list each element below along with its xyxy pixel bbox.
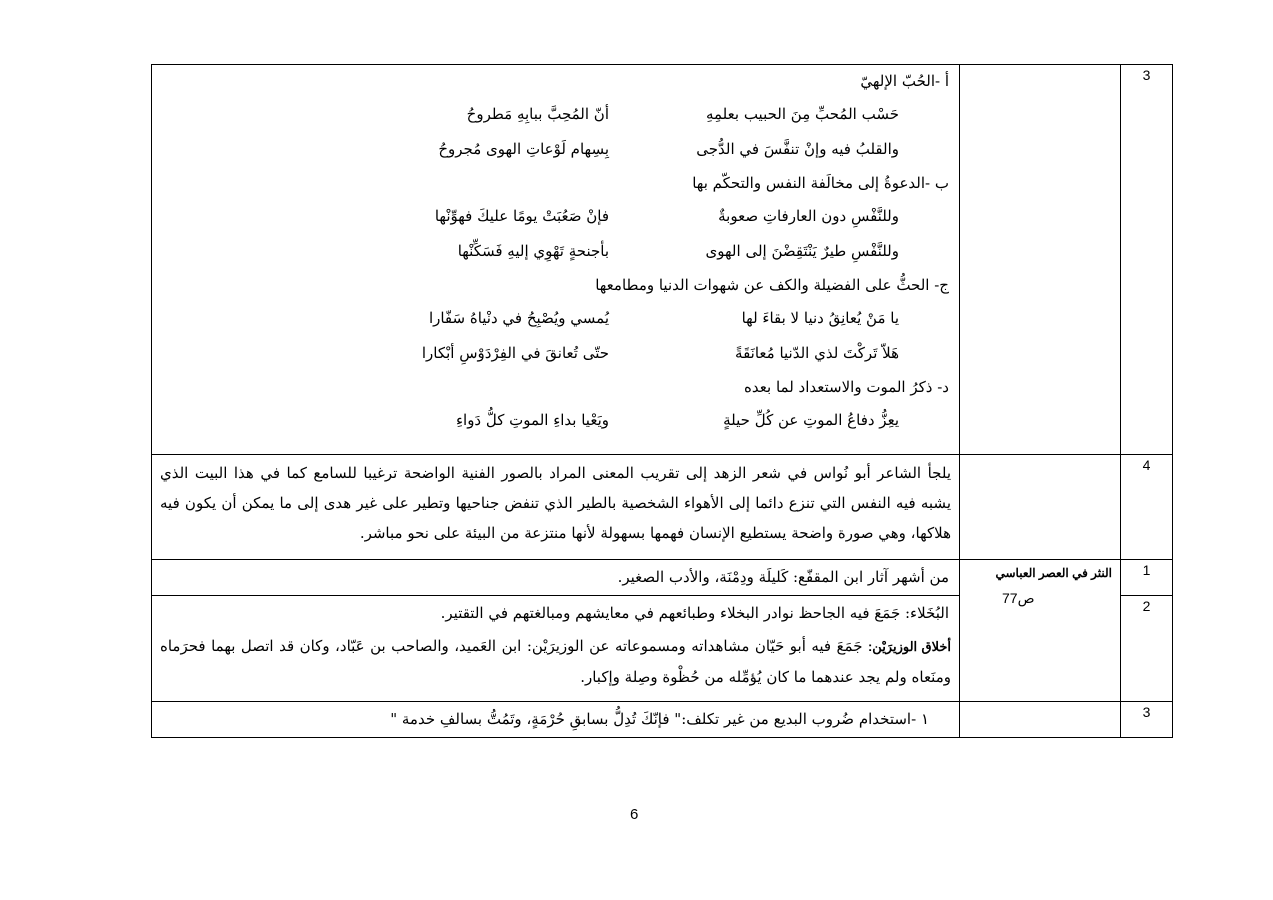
topic-cell bbox=[960, 702, 1121, 738]
topic-cell bbox=[960, 560, 1121, 702]
question-number: 3 bbox=[1121, 702, 1173, 738]
verse-second-hemistich: ويَعْيا بداءِ الموتِ كلُّ دَواءِ bbox=[455, 411, 609, 429]
topic-cell bbox=[960, 455, 1121, 560]
section-heading: أ -الحُبّ الإلهيّ bbox=[860, 72, 949, 90]
verse-first-hemistich: يعِزُّ دفاعُ الموتِ عن كُلِّ حيلةٍ bbox=[723, 411, 899, 429]
table-row bbox=[152, 65, 1173, 455]
verse-first-hemistich: هَلاّ تَركْتَ لذي الدّنيا مُعانَقَةً bbox=[735, 344, 899, 362]
answer-text: ١ -استخدام ضُروب البديع من غير تكلف:" فإنّكَ تُدِلُّ بسابقِ حُرْمَةٍ، وتَمُتُّ بسالفِ خدمة " bbox=[390, 710, 929, 728]
table-row bbox=[152, 455, 1173, 560]
page-number: 6 bbox=[630, 806, 639, 823]
answer-cell bbox=[152, 455, 960, 560]
verse-second-hemistich: بِسِهام لَوْعاتِ الهوى مُجروحُ bbox=[438, 140, 609, 158]
poem-verse bbox=[152, 301, 959, 336]
answer-cell bbox=[152, 596, 960, 702]
verse-first-hemistich: وللنَّفْسِ دون العارفاتِ صعوبةٌ bbox=[718, 207, 899, 225]
answer-text: البُخَلاء: جَمَعَ فيه الجاحظ نوادر البخلاء وطبائعهم في معايشهم ومبالغتهم في التقتير. bbox=[440, 604, 949, 622]
poem-verse bbox=[152, 97, 959, 132]
verse-second-hemistich: أنّ المُحِبَّ ببابِهِ مَطروحُ bbox=[466, 105, 609, 123]
verse-first-hemistich: والقلبُ فيه وإنْ تنفَّسَ في الدُّجى bbox=[696, 140, 899, 158]
answer-cell bbox=[152, 560, 960, 596]
section-heading: ج- الحثُّ على الفضيلة والكف عن شهوات الدنيا ومطامعها bbox=[595, 276, 949, 294]
answer-cell bbox=[152, 702, 960, 738]
question-number: 1 bbox=[1121, 560, 1173, 596]
verse-first-hemistich: وللنَّفْسِ طيرٌ يَنْتَقِضْنَ إلى الهوى bbox=[705, 242, 899, 260]
answer-paragraph: يلجأ الشاعر أبو نُواس في شعر الزهد إلى تقريب المعنى المراد بالصور الفنية الواضحة ترغيبا للسامع كما في هذا البيت الذي يشبه فيه النفس التي تنزع دائما إلى الأهواء الشخصية بالطير الذي تنفض جناحيها وتطير على غير هدى إلى ما يمكن أن يكون فيه هلاكها، وهي صورة واضحة يستطيع الإنسان فهمها بسهولة لأنها منتزعة من البيئة على نحو مباشر. bbox=[160, 464, 951, 542]
poem-verse bbox=[152, 199, 959, 234]
topic-title: النثر في العصر العباسي bbox=[995, 566, 1112, 580]
table-row bbox=[152, 560, 1173, 596]
section-heading: د- ذكرُ الموت والاستعداد لما بعده bbox=[744, 378, 949, 396]
book-description: جَمَعَ فيه أبو حَيّان مشاهداته ومسموعاته عن الوزيرَيْن: ابن العَميد، والصاحب بن عَبّاد، وكان قد اتصل بهما فحرَماه ومنَعاه ولم يجد عندهما ما كان يُؤمِّله من حُظْوة وصِلة وإكبار. bbox=[160, 637, 951, 686]
answer-paragraph bbox=[152, 631, 959, 694]
question-number: 2 bbox=[1121, 596, 1173, 702]
book-title: أخلاق الوزيرَيْن: bbox=[867, 639, 951, 654]
verse-second-hemistich: بأجنحةٍ تَهْوِي إليهِ فَسَكِّنْها bbox=[457, 242, 609, 260]
verse-first-hemistich: حَسْب المُحبِّ مِنَ الحبيب بعلمِهِ bbox=[705, 105, 899, 123]
question-number: 4 bbox=[1121, 455, 1173, 560]
answer-text: من أشهر آثار ابن المقفّع: كَليلَة ودِمْنَة، والأدب الصغير. bbox=[617, 568, 949, 586]
poem-verse bbox=[152, 234, 959, 269]
topic-cell bbox=[960, 65, 1121, 455]
poem-verse bbox=[152, 336, 959, 371]
page-reference: ص77 bbox=[1002, 590, 1035, 606]
verse-first-hemistich: يا مَنْ يُعانِقُ دنيا لا بقاءَ لها bbox=[741, 309, 899, 327]
verse-second-hemistich: يُمسي ويُصْبِحُ في دنْياهُ سَفّارا bbox=[428, 309, 609, 327]
poem-verse bbox=[152, 403, 959, 438]
section-heading: ب -الدعوةُ إلى مخالَفة النفس والتحكّم بها bbox=[692, 174, 949, 192]
answer-cell bbox=[152, 65, 960, 455]
verse-second-hemistich: حتّى تُعانقَ في الفِرْدَوْسِ أبْكارا bbox=[421, 344, 609, 362]
answer-table bbox=[151, 64, 1173, 738]
poem-verse bbox=[152, 132, 959, 167]
question-number: 3 bbox=[1121, 65, 1173, 455]
verse-second-hemistich: فإنْ صَعُبَتْ يومًا عليكَ فهوِّنْها bbox=[434, 207, 609, 225]
table-row bbox=[152, 702, 1173, 738]
